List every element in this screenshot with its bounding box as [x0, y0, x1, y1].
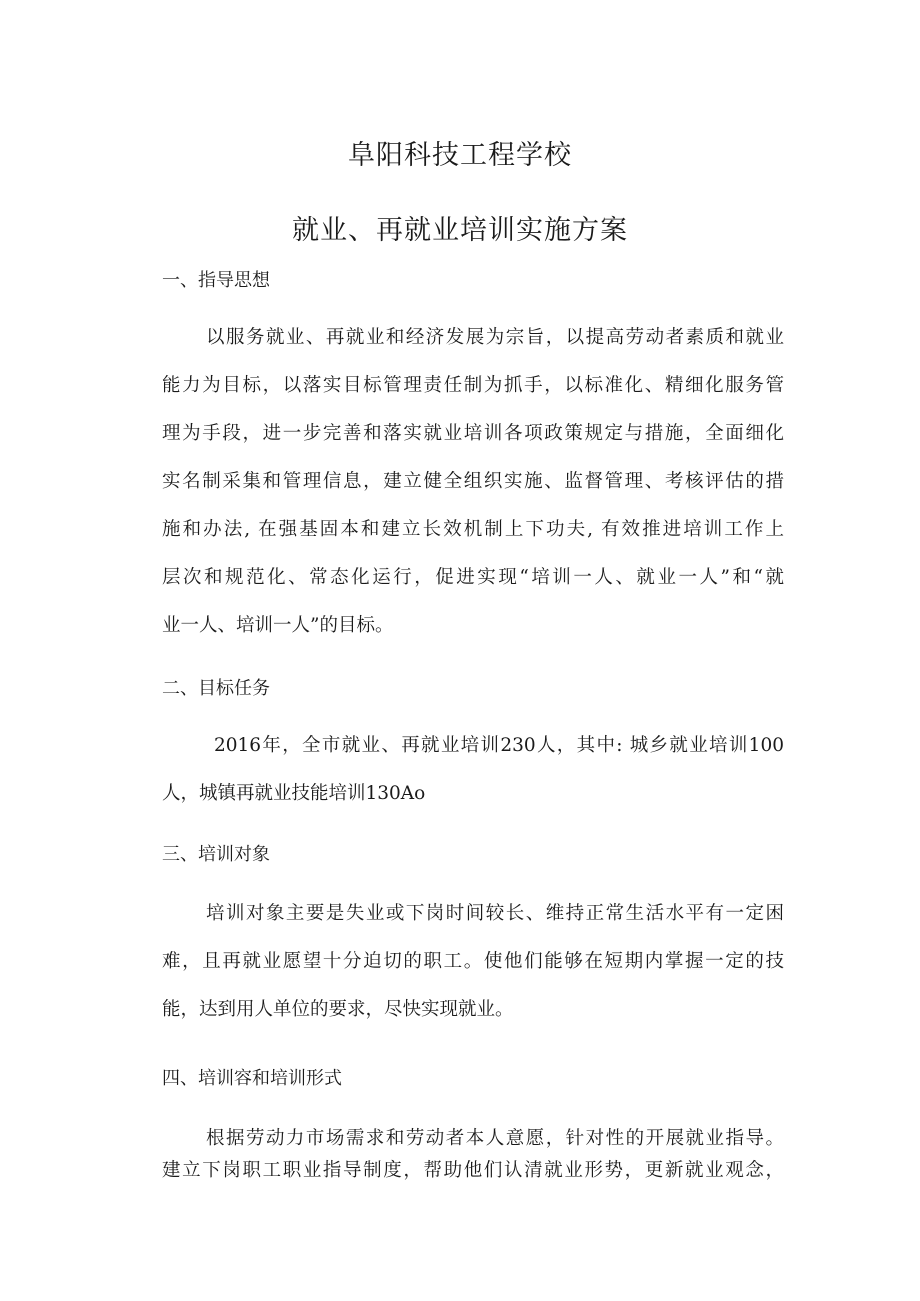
section-heading-training-targets: 三、培训对象	[162, 844, 270, 865]
section-heading-guiding-ideology: 一、指导思想	[162, 270, 270, 291]
paragraph-line: 难，且再就业愿望十分迫切的职工。使他们能够在短期内掌握一定的技	[162, 951, 784, 972]
section-heading-target-tasks: 二、目标任务	[162, 678, 270, 699]
paragraph-line: 人，城镇再就业技能培训130Ao	[162, 783, 426, 804]
paragraph-line: 理为手段，进一步完善和落实就业培训各项政策规定与措施，全面细化	[162, 423, 784, 444]
paragraph-line: 能力为目标，以落实目标管理责任制为抓手，以标准化、精细化服务管	[162, 375, 784, 396]
section-heading-training-content-form: 四、培训容和培训形式	[162, 1068, 342, 1089]
paragraph-line: 业一人、培训一人”的目标。	[162, 615, 394, 636]
paragraph-line: 层次和规范化、常态化运行，促进实现“培训一人、就业一人”和“就	[162, 567, 784, 588]
paragraph-line: 根据劳动力市场需求和劳动者本人意愿，针对性的开展就业指导。	[206, 1128, 784, 1149]
school-title: 阜阳科技工程学校	[348, 140, 572, 171]
paragraph-line: 以服务就业、再就业和经济发展为宗旨，以提高劳动者素质和就业	[206, 327, 784, 348]
paragraph-line: 实名制采集和管理信息，建立健全组织实施、监督管理、考核评估的措	[162, 471, 784, 492]
paragraph-line: 建立下岗职工职业指导制度，帮助他们认清就业形势，更新就业观念，	[162, 1160, 784, 1181]
paragraph-line: 培训对象主要是失业或下岗时间较长、维持正常生活水平有一定困	[206, 903, 784, 924]
paragraph-line: 能，达到用人单位的要求，尽快实现就业。	[162, 999, 514, 1020]
paragraph-line: 施和办法, 在强基固本和建立长效机制上下功夫, 有效推进培训工作上	[162, 519, 784, 540]
paragraph-line: 2016年，全市就业、再就业培训230人，其中: 城乡就业培训100	[214, 735, 784, 756]
plan-title: 就业、再就业培训实施方案	[292, 215, 628, 246]
